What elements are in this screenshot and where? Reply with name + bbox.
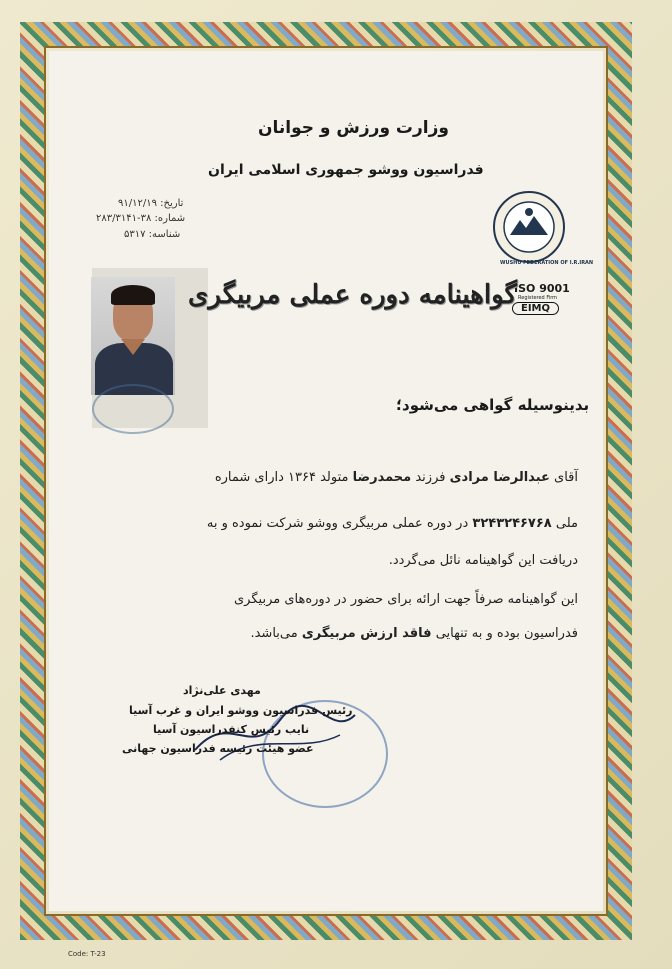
footer-code: Code: T-23	[68, 950, 106, 958]
iso-sub-label: Registered Firm	[518, 295, 558, 301]
federation-heading: فدراسیون ووشو جمهوری اسلامی ایران	[208, 162, 484, 178]
body-line-1: آقای عبدالرضا مرادی فرزند محمدرضا متولد ۱۳۶۴ دارای شماره	[214, 470, 578, 485]
no-coaching-value: فاقد ارزش مربیگری	[301, 626, 432, 641]
logo-ring-text: WUSHU FEDERATION OF I.R.IRAN	[500, 260, 594, 266]
signer-title-2: نایب رئیس کنفدراسیون آسیا	[153, 723, 310, 736]
body-line-2: ملی ۳۲۴۳۲۴۶۷۶۸ در دوره عملی مربیگری ووشو شرکت نموده و به	[206, 516, 578, 531]
body-line-3: دریافت این گواهینامه نائل می‌گردد.	[388, 553, 578, 568]
greeting-text: بدینوسیله گواهی می‌شود؛	[396, 396, 590, 414]
iso-label: ISO 9001	[514, 282, 570, 295]
body-line-4: این گواهینامه صرفاً جهت ارائه برای حضور در دوره‌های مربیگری	[234, 592, 578, 607]
federation-logo-icon	[492, 190, 566, 264]
imq-badge: EIMQ	[512, 302, 559, 315]
holder-name: عبدالرضا مرادی	[449, 470, 550, 485]
ref-date: تاریخ: ۹۱/۱۲/۱۹	[118, 198, 184, 209]
holder-photo	[91, 277, 175, 395]
signer-title-1: رئیس فدراسیون ووشو ایران و غرب آسیا	[129, 704, 353, 717]
photo-seal-icon	[92, 384, 174, 434]
ref-number: شماره: ۳۸-۲۸۳/۳۱۴۱	[96, 213, 186, 224]
ref-code: شناسه: ۵۳۱۷	[124, 229, 181, 240]
signer-title-3: عضو هیئت رئیسه فدراسیون جهانی	[122, 742, 314, 755]
father-name: محمدرضا	[352, 470, 412, 485]
signer-name: مهدی علی‌نژاد	[183, 684, 261, 697]
body-line-5: فدراسیون بوده و به تنهایی فاقد ارزش مربیگری می‌باشد.	[250, 626, 578, 641]
ministry-heading: وزارت ورزش و جوانان	[258, 118, 449, 138]
certificate-title: گواهینامه دوره عملی مربیگری	[188, 280, 517, 310]
national-id: ۳۲۴۳۲۴۶۷۶۸	[472, 516, 552, 531]
